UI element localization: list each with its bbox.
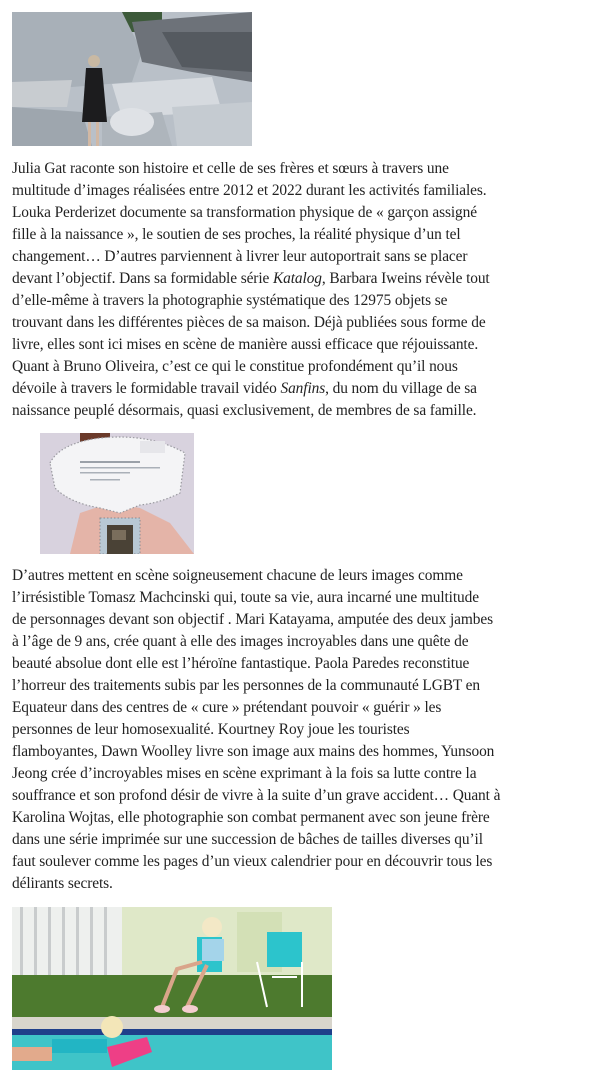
text-line: flamboyantes, Dawn Woolley livre son image aux mains des hommes, Yunsoon bbox=[12, 743, 495, 760]
text-line: trouvant dans les différentes pièces de sa maison. Déjà publiées sous forme de bbox=[12, 314, 486, 331]
text-line: à l’âge de 9 ans, crée quant à elle des images incroyables dans une quête de bbox=[12, 633, 469, 650]
text-line bbox=[12, 378, 552, 400]
photo-julia-gat bbox=[12, 12, 252, 146]
text-line: fille à la naissance », le soutien de ses proches, la réalité physique d’un tel bbox=[12, 226, 461, 243]
text-line: Julia Gat raconte son histoire et celle de ses frères et sœurs à travers une bbox=[12, 160, 449, 177]
text-fragment: devant l’objectif. Dans sa formidable série bbox=[12, 270, 273, 287]
paragraph-intro bbox=[12, 158, 552, 422]
text-fragment: dévoile à travers le formidable travail vidéo bbox=[12, 380, 281, 397]
text-fragment: , du nom du village de sa bbox=[325, 380, 477, 397]
text-line: D’autres mettent en scène soigneusement chacune de leurs images comme bbox=[12, 567, 463, 584]
text-line bbox=[12, 268, 552, 290]
text-line: de personnages devant son objectif . Mari Katayama, amputée des deux jambes bbox=[12, 611, 493, 628]
text-line: livre, elles sont ici mises en scène de manière aussi efficace que réjouissante. bbox=[12, 336, 479, 353]
text-line: beauté absolue dont elle est l’héroïne fantastique. Paola Paredes reconstitue bbox=[12, 655, 470, 672]
text-line: Quant à Bruno Oliveira, c’est ce qui le constitue profondément qu’il nous bbox=[12, 358, 458, 375]
text-line: multitude d’images réalisées entre 2012 et 2022 durant les activités familiales. bbox=[12, 182, 487, 199]
text-fragment: , Barbara Iweins révèle tout bbox=[321, 270, 490, 287]
text-line: faut soulever comme les pages d’un vieux calendrier pour en découvrir tous les bbox=[12, 853, 493, 870]
text-line: l’horreur des traitements subis par les personnes de la communauté LGBT en bbox=[12, 677, 481, 694]
text-line: d’elle-même à travers la photographie systématique des 12975 objets se bbox=[12, 292, 448, 309]
text-line: souffrance et son profond désir de vivre à la suite d’un grave accident… Quant à bbox=[12, 787, 501, 804]
text-line: délirants secrets. bbox=[12, 875, 113, 892]
photo-pool-scene bbox=[12, 907, 332, 1070]
text-line: Equateur dans des centres de « cure » prétendant pouvoir « guérir » les bbox=[12, 699, 442, 716]
text-line: dans une série imprimée sur une succession de bâches de tailles diverses qu’il bbox=[12, 831, 483, 848]
text-line: personnes de leur homosexualité. Kourtney Roy joue les touristes bbox=[12, 721, 410, 738]
text-line: Karolina Wojtas, elle photographie son combat permanent avec son jeune frère bbox=[12, 809, 490, 826]
text-line: Jeong crée d’incroyables mises en scène exprimant à la fois sa lutte contre la bbox=[12, 765, 477, 782]
text-line: changement… D’autres parviennent à livrer leur autoportrait sans se placer bbox=[12, 248, 468, 265]
paragraph-staging bbox=[12, 565, 552, 895]
text-line: l’irrésistible Tomasz Machcinski qui, toute sa vie, aura incarné une multitude bbox=[12, 589, 479, 606]
series-title-katalog: Katalog bbox=[273, 270, 322, 287]
video-title-sanfins: Sanfins bbox=[280, 380, 326, 397]
text-line: Louka Perderizet documente sa transformation physique de « garçon assigné bbox=[12, 204, 477, 221]
photo-stitched-portrait bbox=[40, 433, 194, 554]
text-line: naissance peuplé désormais, quasi exclusivement, de membres de sa famille. bbox=[12, 402, 477, 419]
